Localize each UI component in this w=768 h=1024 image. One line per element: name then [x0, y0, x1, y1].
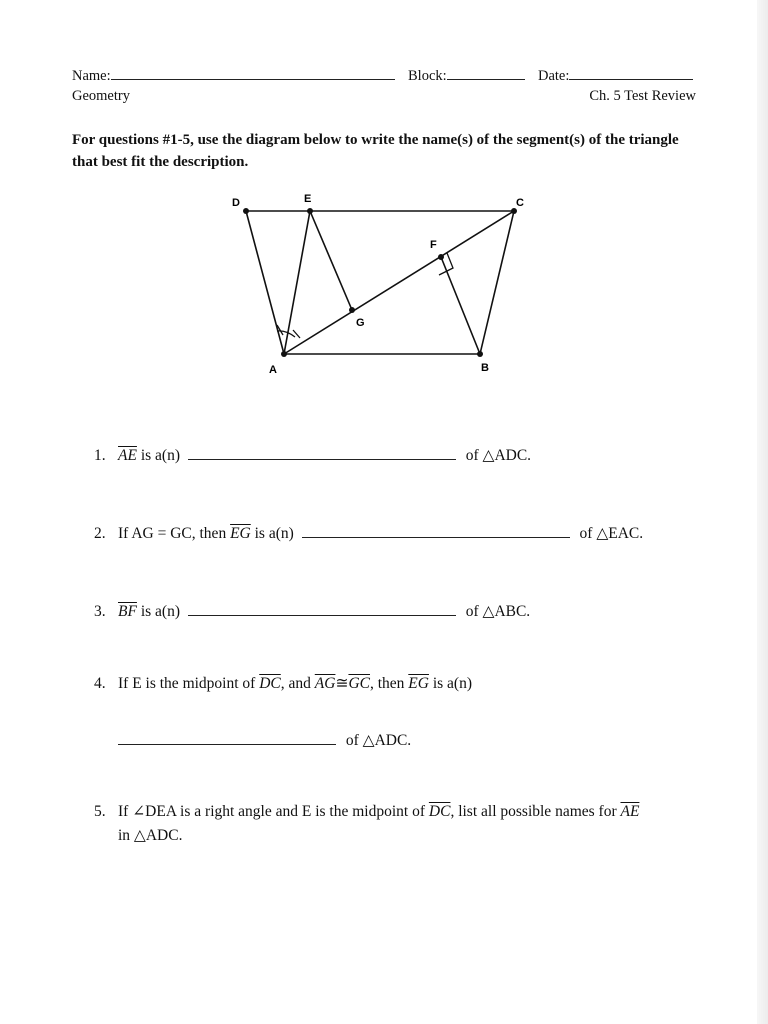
answer-blank[interactable]	[118, 730, 336, 745]
geometry-diagram	[220, 188, 540, 378]
question-number: 2.	[94, 525, 106, 542]
question-text: If AG = GC, then	[118, 525, 231, 542]
point-B	[477, 351, 483, 357]
segment-symbol: $\overline{DC}$	[428, 803, 451, 820]
name-blank[interactable]	[111, 65, 395, 80]
date-label: Date:	[538, 68, 570, 84]
segment-DA	[246, 211, 284, 354]
label-D: D	[232, 197, 240, 209]
question-text: , and	[280, 675, 315, 692]
date-field	[538, 65, 693, 85]
segment-CB	[480, 211, 514, 354]
label-B: B	[481, 362, 489, 374]
question-2	[94, 523, 643, 543]
question-text: , then	[369, 675, 409, 692]
congruent-symbol: ≅	[335, 675, 349, 692]
segment-symbol: $\overline{AE}$	[620, 803, 640, 820]
segment-symbol: $\overline{EG}$	[408, 675, 429, 692]
course-name: Geometry	[72, 88, 130, 104]
question-4-answer-line	[118, 730, 411, 750]
question-number: 5.	[94, 803, 106, 820]
question-suffix: of △ADC.	[465, 447, 532, 464]
name-label: Name:	[72, 68, 111, 84]
question-suffix: of △EAC.	[579, 525, 644, 542]
page-edge-shadow	[757, 0, 768, 1024]
label-C: C	[516, 197, 524, 209]
segment-symbol: $\overline{EG}$	[230, 525, 251, 542]
question-text: , list all possible names for	[450, 803, 621, 820]
question-text: is a(n)	[136, 447, 180, 464]
segment-symbol: $\overline{BF}$	[118, 603, 137, 620]
question-text: is a(n)	[428, 675, 473, 692]
question-number: 4.	[94, 675, 106, 692]
block-field	[408, 65, 525, 85]
point-E	[307, 208, 313, 214]
block-blank[interactable]	[447, 65, 525, 80]
point-G	[349, 307, 355, 313]
question-text: If E is the midpoint of	[118, 675, 260, 692]
label-G: G	[356, 317, 365, 329]
question-3	[94, 601, 530, 621]
date-blank[interactable]	[569, 65, 693, 80]
point-D	[243, 208, 249, 214]
question-1	[94, 445, 531, 465]
question-text: If ∠DEA is a right angle and E is the midpoint of	[118, 803, 429, 820]
label-E: E	[304, 193, 312, 205]
segment-symbol: $\overline{GC}$	[348, 675, 370, 692]
segment-symbol: $\overline{AG}$	[314, 675, 336, 692]
question-suffix: of △ADC.	[345, 732, 412, 749]
answer-blank[interactable]	[188, 601, 456, 616]
block-label: Block:	[408, 68, 447, 84]
test-title: Ch. 5 Test Review	[589, 88, 696, 104]
label-F: F	[430, 239, 437, 251]
name-field	[72, 65, 395, 85]
answer-blank[interactable]	[302, 523, 570, 538]
question-text: is a(n)	[250, 525, 294, 542]
label-A: A	[269, 364, 277, 376]
segment-EG	[310, 211, 352, 310]
point-A	[281, 351, 287, 357]
question-5	[94, 802, 639, 821]
segment-symbol: $\overline{AE}$	[118, 447, 137, 464]
instructions: For questions #1-5, use the diagram below to write the name(s) of the segment(s) of the triangle that best fit the description.	[72, 132, 679, 170]
question-number: 1.	[94, 447, 106, 464]
segment-symbol: $\overline{DC}$	[259, 675, 281, 692]
question-number: 3.	[94, 603, 106, 620]
question-4	[94, 674, 472, 693]
question-text: is a(n)	[136, 603, 180, 620]
question-suffix: of △ABC.	[465, 603, 531, 620]
point-F	[438, 254, 444, 260]
question-5-line-2: in △ADC.	[118, 827, 183, 844]
answer-blank[interactable]	[188, 445, 456, 460]
